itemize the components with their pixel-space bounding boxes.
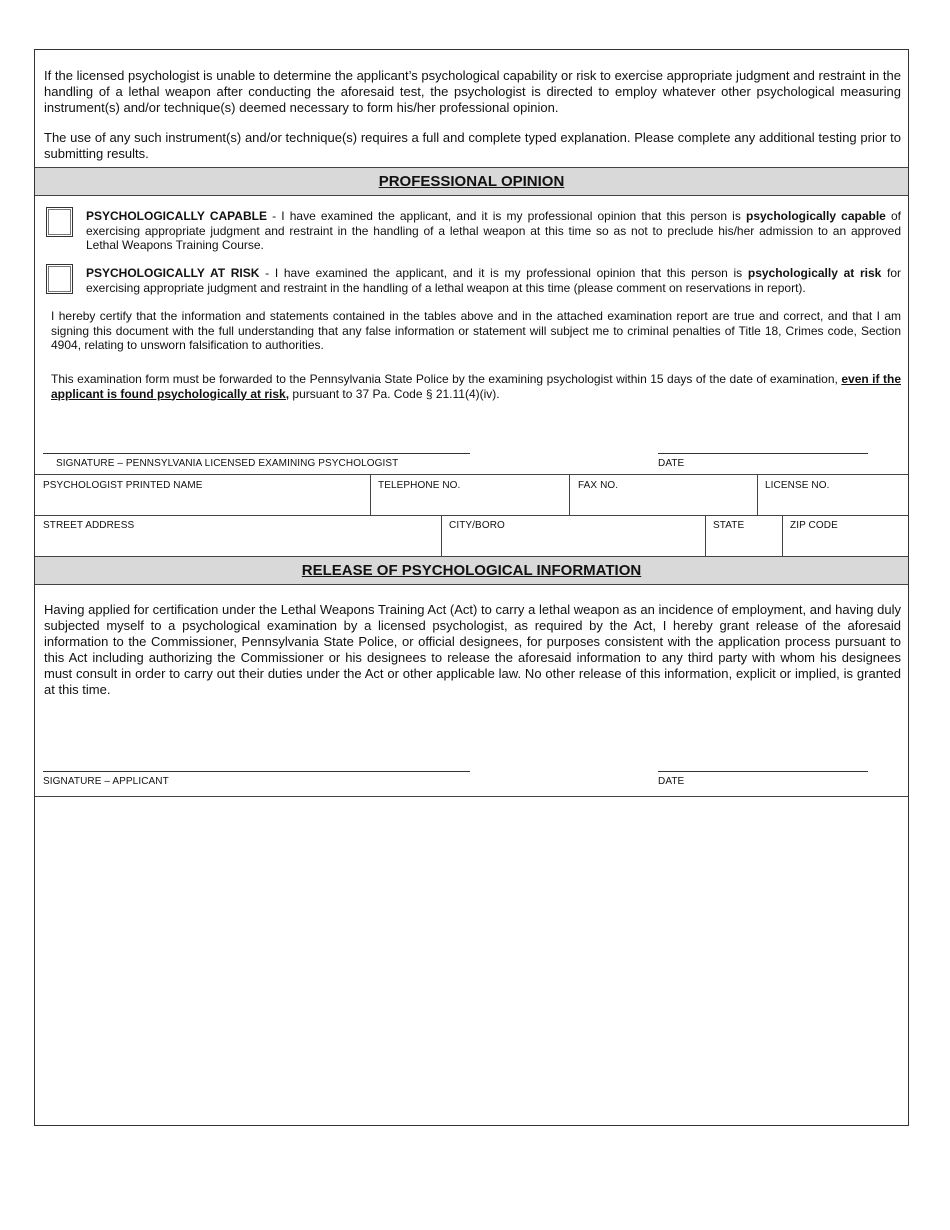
blank-area [35, 797, 908, 1125]
city-field[interactable] [442, 531, 705, 555]
fax-field[interactable] [570, 490, 757, 514]
zip-label: ZIP CODE [790, 520, 838, 531]
psychologist-date-label: DATE [658, 458, 685, 469]
capable-checkbox[interactable] [46, 207, 73, 237]
release-title: RELEASE OF PSYCHOLOGICAL INFORMATION [301, 562, 642, 579]
capable-text-b: of exercising appropriate judgment and restraint in the handling of a lethal weapon at this time so as not to preclude his/her admission to an approved Lethal Weapons Training Course. [86, 209, 902, 252]
telephone-field[interactable] [371, 490, 569, 514]
applicant-date-label: DATE [658, 776, 685, 787]
release-statement: Having applied for certification under the Lethal Weapons Training Act (Act) to carry a lethal weapon as an incidence of employment, and having duly subjected myself to a psychological examination by a licensed psychologist, as required by the Act, I hereby grant release of the aforesaid information to the Commissioner, Pennsylvania State Police, or official designees, for purposes consistent with the application process pursuant to this Act including authorizing the Commissioner or his designees to release the aforesaid information to any third party with whom his designees must consult in order to carry out their duties under the Act or other applicable law. No other release of this information, explicit or implied, is granted at this time. [44, 602, 901, 697]
printed-name-label: PSYCHOLOGIST PRINTED NAME [43, 480, 203, 491]
psychologist-signature-label: SIGNATURE – PENNSYLVANIA LICENSED EXAMINING PSYCHOLOGIST [56, 458, 399, 469]
state-label: STATE [713, 520, 745, 531]
applicant-signature-label: SIGNATURE – APPLICANT [43, 776, 169, 787]
fax-label: FAX NO. [578, 480, 619, 491]
field-grid-top-border [35, 474, 908, 475]
professional-opinion-header [35, 167, 908, 196]
at-risk-statement [86, 266, 901, 295]
intro-paragraph-1: If the licensed psychologist is unable to determine the applicant’s psychological capability or risk to exercise appropriate judgment and restraint in the handling of a lethal weapon after conducting the aforesaid test, the psychologist is directed to employ whatever other psychological measuring instrument(s) and/or technique(s) deemed necessary to form his/her professional opinion. [44, 68, 901, 115]
at-risk-emphasis: psychologically at risk [747, 266, 882, 280]
telephone-label: TELEPHONE NO. [378, 480, 461, 491]
psychological-evaluation-form [34, 49, 909, 1126]
capable-text-a: - I have examined the applicant, and it is my professional opinion that this person is [266, 209, 746, 223]
forwarding-notice [51, 372, 901, 401]
at-risk-checkbox[interactable] [46, 264, 73, 294]
at-risk-text-b: for exercising appropriate judgment and restraint in the handling of a lethal weapon at this time (please comment on reservations in report). [86, 266, 902, 295]
field-grid-row-border [35, 515, 908, 516]
state-field[interactable] [706, 531, 782, 555]
applicant-date-line[interactable] [658, 771, 868, 772]
forwarding-text-a: This examination form must be forwarded to the Pennsylvania State Police by the examining psychologist within 15 days of the date of examination, [51, 372, 842, 386]
capable-label: PSYCHOLOGICALLY CAPABLE [86, 209, 267, 223]
street-field[interactable] [35, 531, 441, 555]
forwarding-emphasis: even if the applicant is found psychologically at risk, [51, 372, 901, 401]
printed-name-field[interactable] [35, 490, 370, 514]
certification-statement: I hereby certify that the information and statements contained in the tables above and in the attached examination report are true and correct, and that I am signing this document with the full understanding that any false information or statement will subject me to criminal penalties of Title 18, Crimes code, Section 4904, relating to unsworn falsification to authorities. [51, 309, 901, 352]
license-label: LICENSE NO. [765, 480, 830, 491]
forwarding-text-b: pursuant to 37 Pa. Code § 21.11(4)(iv). [289, 386, 500, 401]
capable-emphasis: psychologically capable [745, 209, 886, 223]
capable-statement [86, 209, 901, 253]
professional-opinion-title: PROFESSIONAL OPINION [378, 173, 565, 190]
psychologist-signature-line[interactable] [43, 453, 470, 454]
street-label: STREET ADDRESS [43, 520, 135, 531]
psychologist-date-line[interactable] [658, 453, 868, 454]
at-risk-label: PSYCHOLOGICALLY AT RISK [86, 266, 260, 280]
zip-field[interactable] [783, 531, 908, 555]
license-field[interactable] [758, 490, 908, 514]
applicant-signature-line[interactable] [43, 771, 470, 772]
release-header [35, 556, 908, 585]
intro-paragraph-2: The use of any such instrument(s) and/or technique(s) requires a full and complete typed explanation. Please complete any additional testing prior to submitting results. [44, 130, 901, 161]
city-label: CITY/BORO [449, 520, 505, 531]
at-risk-text-a: - I have examined the applicant, and it is my professional opinion that this person is [259, 266, 748, 280]
